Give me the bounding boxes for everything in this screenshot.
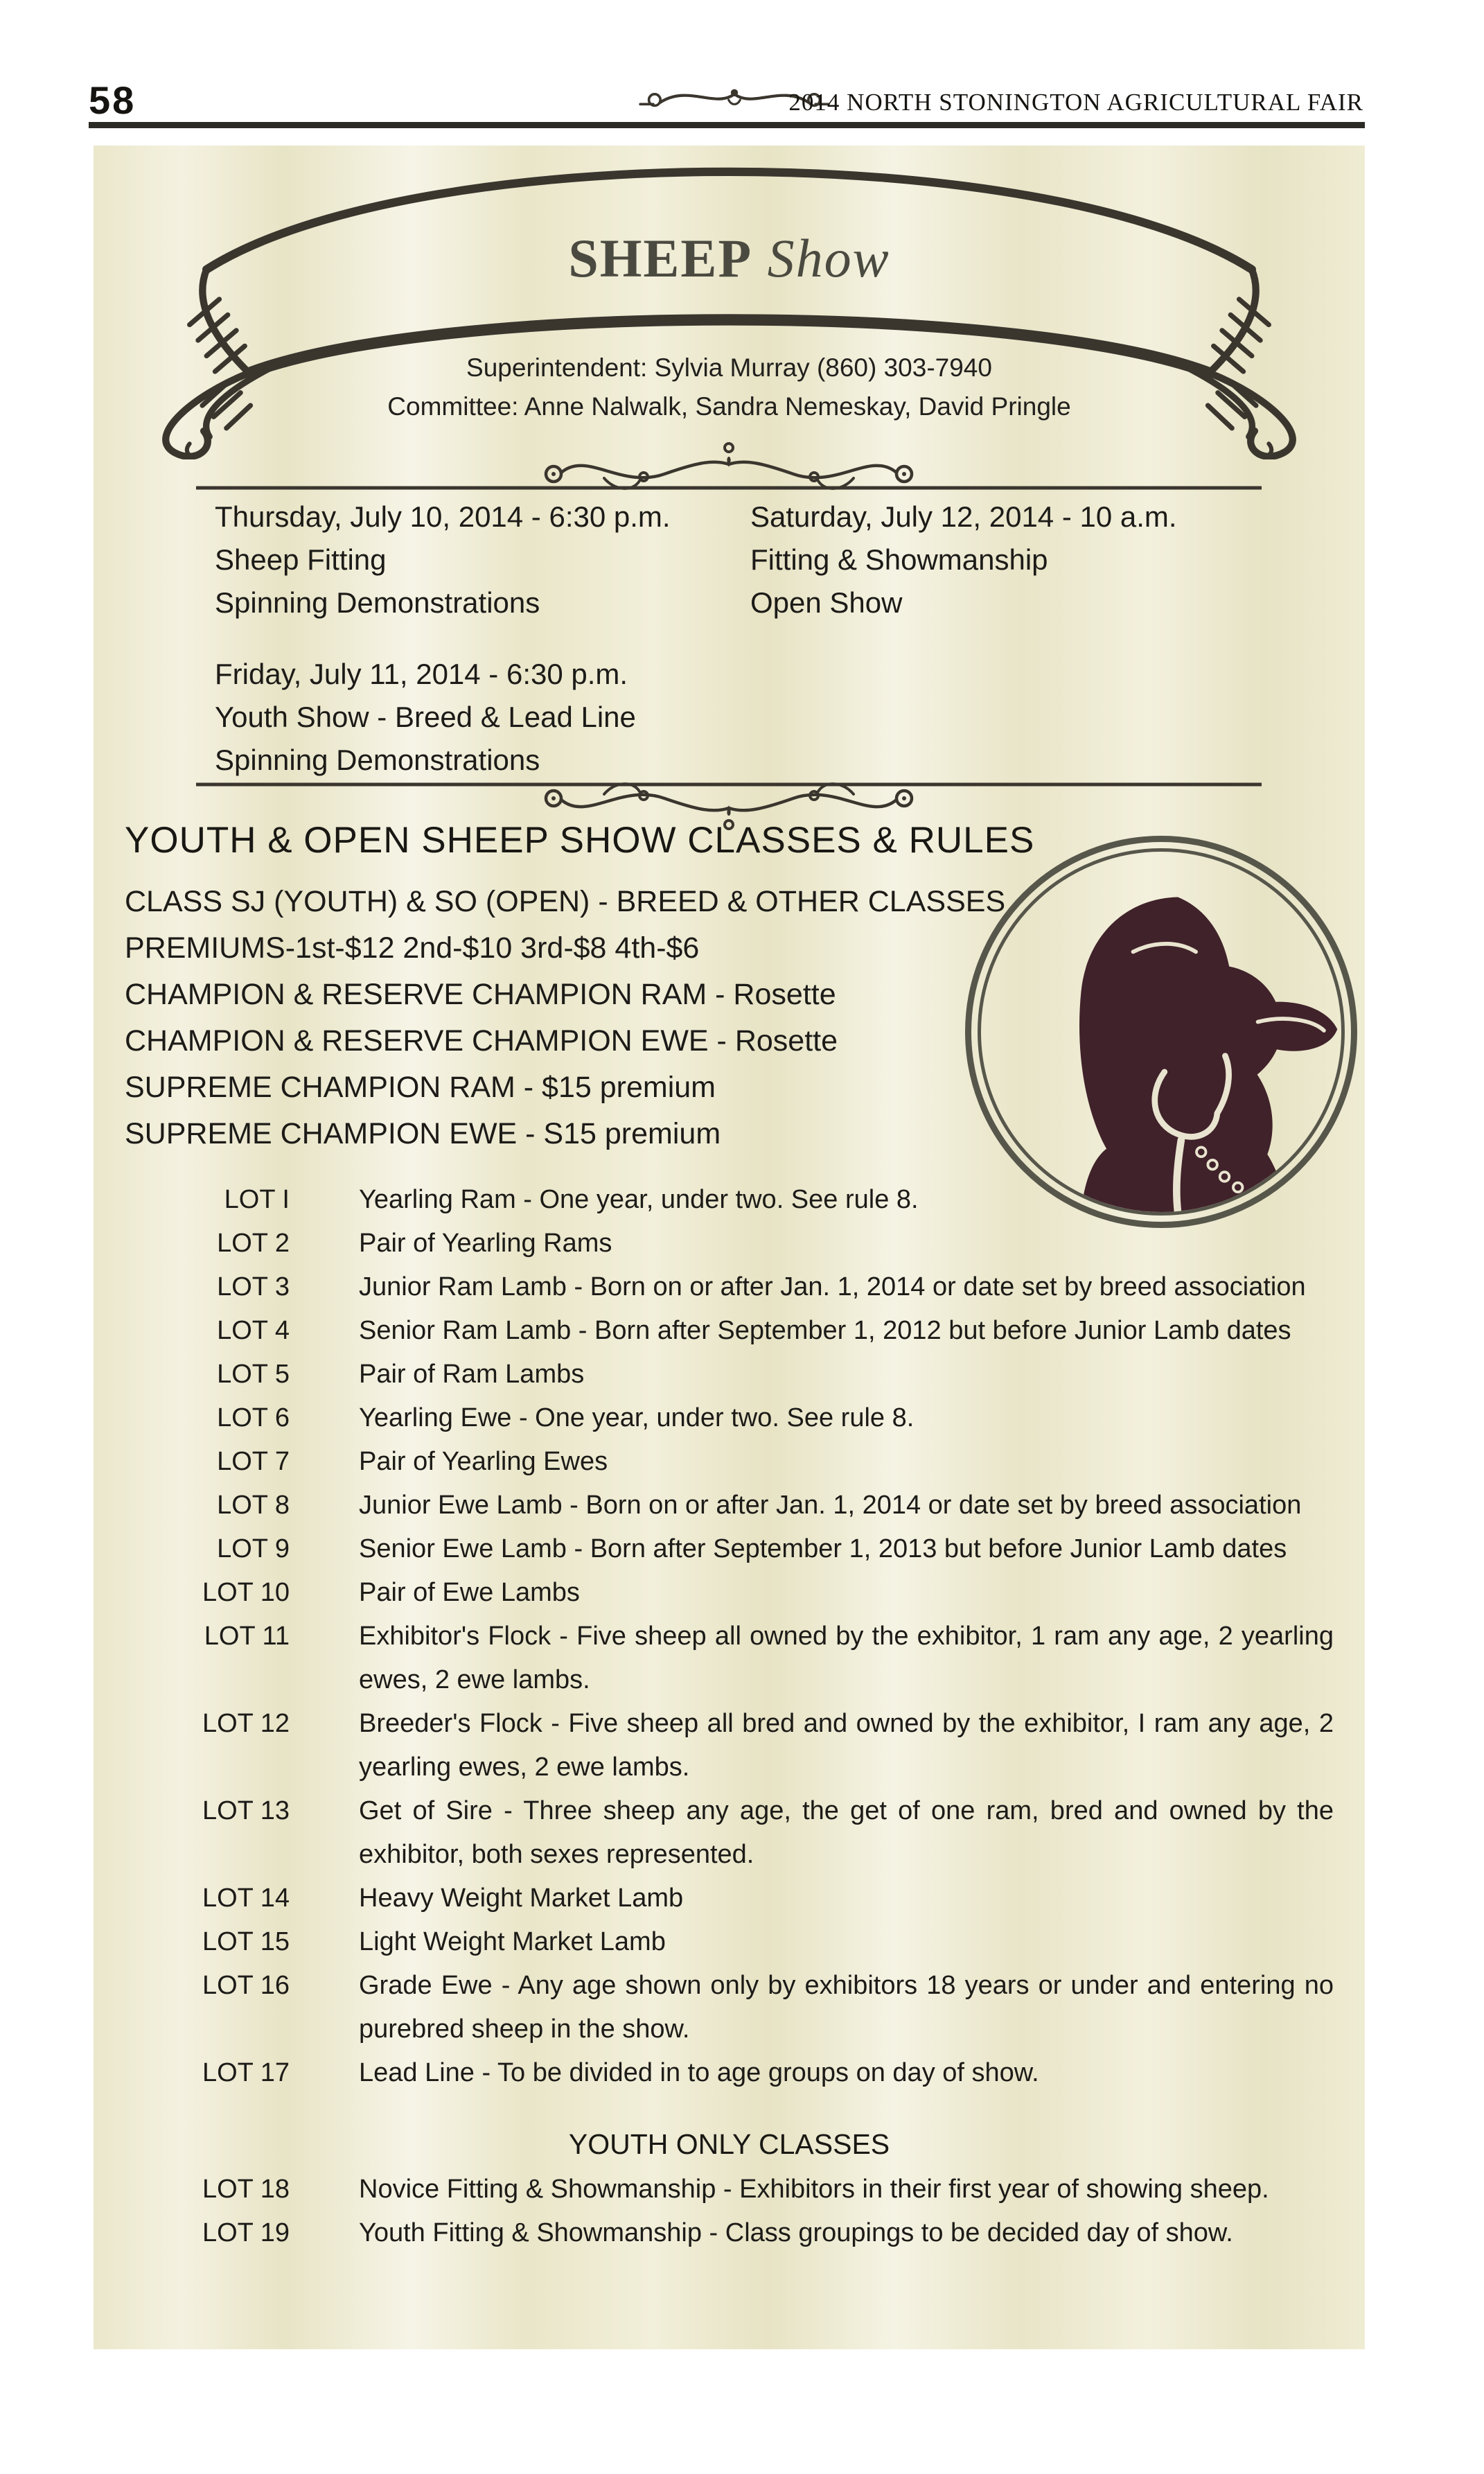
- lot-description: Pair of Yearling Rams: [359, 1229, 612, 1258]
- lot-row: [125, 2168, 1334, 2211]
- schedule-column-left: [215, 495, 671, 782]
- sheep-photo-frame: [978, 848, 1345, 1216]
- lot-row: [125, 1920, 1334, 1964]
- lot-number: LOT 14: [202, 1884, 290, 1913]
- lot-description: Exhibitor's Flock - Five sheep all owned by the exhibitor, 1 ram any age, 2 yearling ewes, 2 ewe lambs.: [359, 1622, 1334, 1694]
- lot-row: [125, 1222, 1334, 1265]
- lot-number: LOT 13: [202, 1796, 290, 1825]
- session-item: Youth Show - Breed & Lead Line: [215, 701, 636, 733]
- lot-row: [125, 1353, 1334, 1396]
- rules-heading: YOUTH & OPEN SHEEP SHOW CLASSES & RULES: [125, 820, 1035, 861]
- parchment-panel: [94, 146, 1365, 2349]
- show-title: [94, 227, 1365, 290]
- lot-number: LOT 10: [202, 1578, 290, 1607]
- lot-description: Senior Ram Lamb - Born after September 1, 2012 but before Junior Lamb dates: [359, 1316, 1291, 1345]
- lot-row: [125, 2051, 1334, 2095]
- schedule-session: [750, 495, 1177, 624]
- lot-row: [125, 1615, 1334, 1702]
- rules-line: SUPREME CHAMPION RAM - $15 premium: [125, 1071, 716, 1104]
- rules-line: SUPREME CHAMPION EWE - S15 premium: [125, 1117, 721, 1150]
- lot-number: LOT 12: [202, 1709, 290, 1738]
- lot-description: Get of Sire - Three sheep any age, the get of one ram, bred and owned by the exhibitor, both sexes represented.: [359, 1796, 1334, 1869]
- superintendent-line: Superintendent: Sylvia Murray (860) 303-7940: [466, 353, 992, 382]
- lot-description: Light Weight Market Lamb: [359, 1927, 666, 1956]
- lot-description: Senior Ewe Lamb - Born after September 1, 2013 but before Junior Lamb dates: [359, 1534, 1287, 1563]
- rules-line: CLASS SJ (YOUTH) & SO (OPEN) - BREED & OTHER CLASSES: [125, 885, 1006, 918]
- lot-description: Yearling Ewe - One year, under two. See rule 8.: [359, 1403, 915, 1432]
- lot-number: LOT 7: [217, 1447, 290, 1476]
- lot-description: Grade Ewe - Any age shown only by exhibitors 18 years or under and entering no purebred sheep in the show.: [359, 1971, 1334, 2044]
- lot-row: [125, 1178, 1334, 1222]
- youth-only-lots: [125, 2168, 1334, 2255]
- lot-number: LOT 6: [217, 1403, 290, 1432]
- lot-description: Pair of Yearling Ewes: [359, 1447, 608, 1476]
- schedule-session: [215, 495, 671, 624]
- committee-line: Committee: Anne Nalwalk, Sandra Nemeskay, David Pringle: [387, 392, 1071, 421]
- lot-number: LOT 2: [217, 1229, 290, 1258]
- lot-description: Junior Ram Lamb - Born on or after Jan. 1, 2014 or date set by breed association: [359, 1272, 1306, 1301]
- rules-line: CHAMPION & RESERVE CHAMPION RAM - Rosette: [125, 978, 836, 1011]
- lot-row: [125, 1484, 1334, 1527]
- lot-description: Novice Fitting & Showmanship - Exhibitors in their first year of showing sheep.: [359, 2175, 1269, 2204]
- lot-number: LOT 18: [202, 2175, 290, 2204]
- lot-row: [125, 1571, 1334, 1615]
- show-title-main: SHEEP: [568, 228, 753, 288]
- schedule-session: [215, 653, 671, 782]
- fair-title: 2014 NORTH STONINGTON AGRICULTURAL FAIR: [788, 89, 1363, 116]
- rules-line: PREMIUMS-1st-$12 2nd-$10 3rd-$8 4th-$6: [125, 931, 700, 965]
- lot-number: LOT 19: [202, 2218, 290, 2247]
- lot-description: Pair of Ewe Lambs: [359, 1578, 580, 1607]
- sheep-photo-medallion: [965, 836, 1357, 1228]
- lot-description: Junior Ewe Lamb - Born on or after Jan. 1, 2014 or date set by breed association: [359, 1491, 1302, 1520]
- session-item: Spinning Demonstrations: [215, 586, 540, 619]
- open-lots: [125, 1178, 1334, 2095]
- lot-description: Pair of Ram Lambs: [359, 1360, 585, 1389]
- lot-list: [125, 1178, 1334, 2255]
- lot-description: Lead Line - To be divided in to age groups on day of show.: [359, 2058, 1039, 2087]
- lot-row: [125, 1309, 1334, 1353]
- show-title-accent: Show: [767, 228, 890, 288]
- schedule-column-right: [750, 495, 1177, 624]
- lot-number: LOT 8: [217, 1491, 290, 1520]
- lot-number: LOT 9: [217, 1534, 290, 1563]
- youth-only-heading: YOUTH ONLY CLASSES: [568, 2128, 890, 2160]
- page-number: 58: [89, 78, 136, 122]
- lot-number: LOT 4: [217, 1316, 290, 1345]
- session-item: Open Show: [750, 586, 903, 619]
- session-item: Spinning Demonstrations: [215, 744, 540, 776]
- session-heading: Saturday, July 12, 2014 - 10 a.m.: [750, 500, 1177, 533]
- lot-row: [125, 1702, 1334, 1789]
- lot-number: LOT 3: [217, 1272, 290, 1301]
- lot-number: LOT 11: [204, 1622, 290, 1651]
- session-heading: Thursday, July 10, 2014 - 6:30 p.m.: [215, 500, 671, 533]
- session-item: Sheep Fitting: [215, 543, 387, 576]
- lot-row: [125, 1789, 1334, 1877]
- lot-row: [125, 1527, 1334, 1571]
- lot-row: [125, 2211, 1334, 2255]
- lot-description: Youth Fitting & Showmanship - Class groupings to be decided day of show.: [359, 2218, 1233, 2247]
- rules-lines: [125, 879, 1005, 1157]
- lot-number: LOT 17: [202, 2058, 290, 2087]
- lot-description: Yearling Ram - One year, under two. See rule 8.: [359, 1185, 919, 1214]
- lot-number: LOT I: [224, 1185, 290, 1214]
- lot-description: Heavy Weight Market Lamb: [359, 1884, 684, 1913]
- lot-number: LOT 15: [202, 1927, 290, 1956]
- sheep-head-icon: [981, 852, 1341, 1212]
- lot-description: Breeder's Flock - Five sheep all bred and owned by the exhibitor, I ram any age, 2 yearling ewes, 2 ewe lambs.: [359, 1709, 1334, 1782]
- lot-row: [125, 1396, 1334, 1440]
- session-heading: Friday, July 11, 2014 - 6:30 p.m.: [215, 658, 628, 690]
- rules-line: CHAMPION & RESERVE CHAMPION EWE - Rosette: [125, 1024, 838, 1058]
- divider-flourish-top-icon: [196, 432, 1262, 499]
- lot-row: [125, 1265, 1334, 1309]
- lot-row: [125, 1877, 1334, 1920]
- session-item: Fitting & Showmanship: [750, 543, 1048, 576]
- lot-row: [125, 1964, 1334, 2051]
- lot-row: [125, 1440, 1334, 1484]
- lot-number: LOT 16: [202, 1971, 290, 2000]
- lot-number: LOT 5: [217, 1360, 290, 1389]
